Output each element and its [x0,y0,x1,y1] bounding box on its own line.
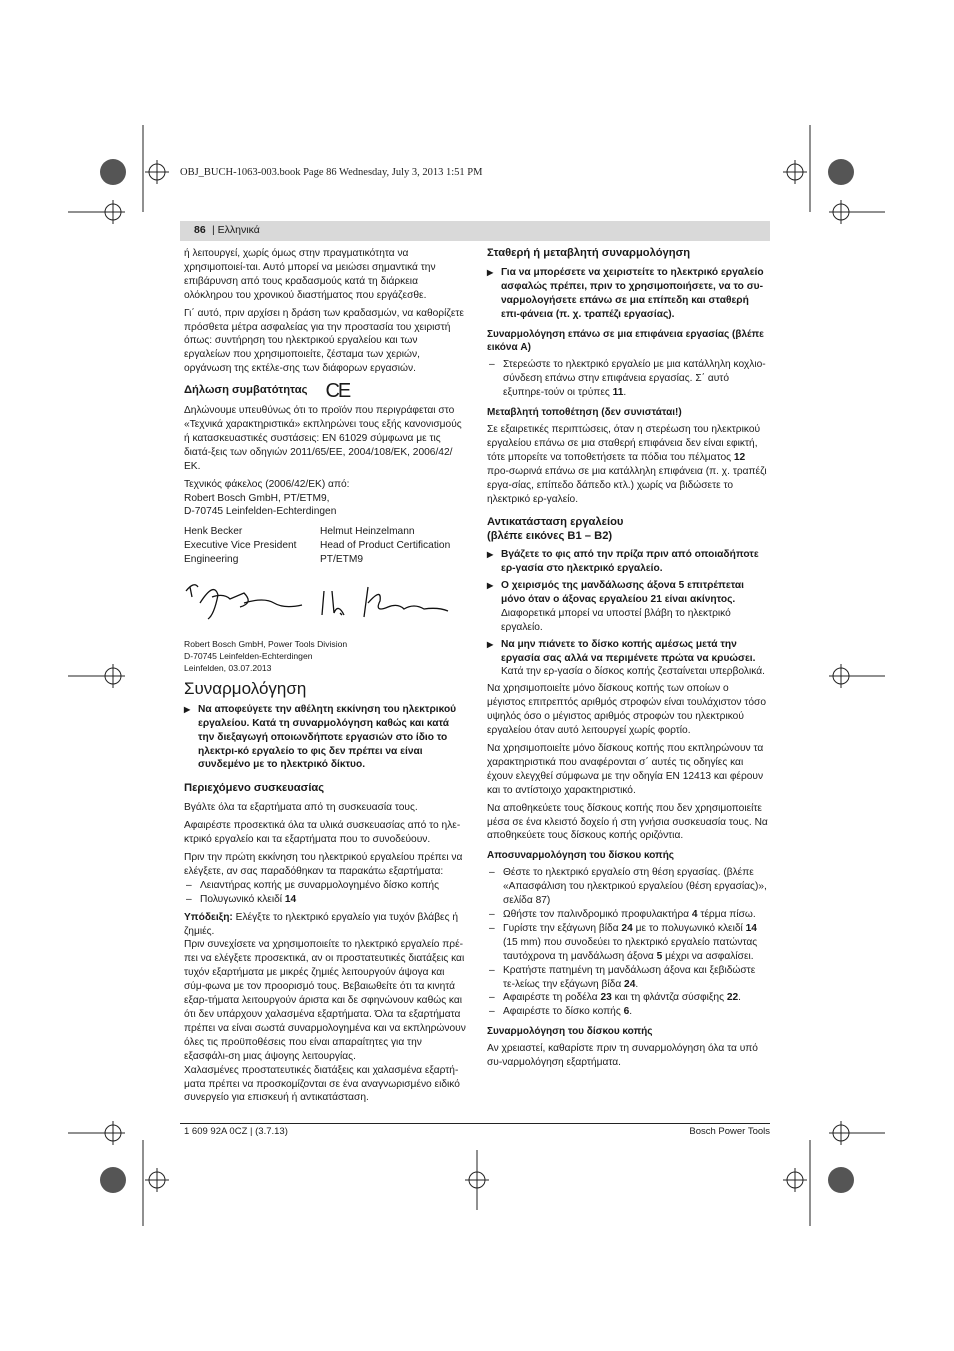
signatory-name: Helmut Heinzelmann [320,526,415,538]
contents-list [184,879,466,907]
warning-item: ▶ Ο χειρισμός της μανδάλωσης άξονα 5 επιτρέπεται μόνο όταν ο άξονας εργαλείου 21 είναι ακίνητος. Διαφορετικά μπορεί να υποστεί βλάβη το ηλεκτρικό εργαλείο. [487,580,745,633]
paragraph: Πριν συνεχίσετε να χρησιμοποιείτε το ηλεκτρικό εργαλείο πρέ-πει να ελέγξετε προσεκτικά, αν οι προστατευτικές διατάξεις και τυχόν εξαρτήματα με μικρές ζημιές λειτουργούν άψογα και σύμ-φωνα με τον προορισμό τους. Βεβαιωθείτε ότι τα κινητά εξαρ-τήματα λειτουργούν άριστα και δε σφηνώνουν καθώς και ότι δεν υπάρχουν χαλασμένα εξαρτήματα. Όλα τα εξαρτήματα πρέπει να είναι σωστά συναρμολογημένα και να εκπληρώνουν όλες τις προϋποθέσεις που είναι απαραίτητες για την εξασφάλι-ση μιας άψογης λειτουργίας. [184,939,466,1062]
address-line: D-70745 Leinfelden-Echterdingen [184,506,337,518]
paragraph: Βγάλτε όλα τα εξαρτήματα από τη συσκευασία τους. [184,802,418,814]
ce-mark: CE [325,380,350,403]
warning-item: ▶ Βγάζετε το φις από την πρίζα πριν από οποιαδήποτε ερ-γασία στο ηλεκτρικό εργαλείο. [487,549,759,575]
signature-date: Leinfelden, 03.07.2013 [184,662,272,673]
list-item: – Κρατήστε πατημένη τη μανδάλωση άξονα και ξεβιδώστε τε-λείως την εξάγωνη βίδα 24. [489,964,756,990]
triangle-right-icon: ▶ [184,704,191,714]
warning-item: ▶ Να αποφεύγετε την αθέλητη εκκίνηση του ηλεκτρικού εργαλείου. Κατά τη συναρμολόγηση καθώς και κατά την διεξαγωγή οποιωνδήποτε εργασιών στο ίδιο το ηλεκτρι-κό εργαλείο το φις δεν πρέπει να είναι συνδεμένο με το ηλεκτρικό δίκτυο. [184,703,457,771]
fixed-heading: Σταθερή ή μεταβλητή συναρμολόγηση [487,247,691,259]
removal-list [487,866,769,1019]
print-slug: OBJ_BUCH-1063-003.book Page 86 Wednesday, July 3, 2013 1:51 PM [180,167,483,178]
footer-doc-number: 1 609 92A 0CZ | (3.7.13) [184,1126,288,1137]
note: Υπόδειξη: Ελέγξτε το ηλεκτρικό εργαλείο για τυχόν βλάβες ή ζημιές. [184,911,459,937]
replace-heading: Αντικατάσταση εργαλείου (βλέπε εικόνες B1 – B2) [487,516,624,543]
paragraph: Αφαιρέστε προσεκτικά όλα τα υλικά συσκευασίας από το ηλε-κτρικό εργαλείο και τα εξαρτήματα που το συνοδεύουν. [184,820,461,846]
signatory-title: Executive Vice President [184,540,297,552]
list-item: – Αφαιρέστε το δίσκο κοπής 6. [489,1006,633,1018]
list-item: – Αφαιρέστε τη ροδέλα 23 και τη φλάντζα σύσφιξης 22. [489,992,741,1004]
variable-heading: Μεταβλητή τοποθέτηση (δεν συνιστάται!) [487,407,682,419]
list-item: – Ωθήστε τον παλινδρομικό προφυλακτήρα 4 τέρμα πίσω. [489,908,756,920]
left-column [184,247,466,1109]
address-line: Robert Bosch GmbH, PT/ETM9, [184,492,330,504]
paragraph: Πριν την πρώτη εκκίνηση του ηλεκτρικού εργαλείου πρέπει να ελέγξετε, αν σας παραδόθηκαν τα παρακάτω εξαρτήματα: [184,852,463,877]
list-item: – Στερεώστε το ηλεκτρικό εργαλείο με μια κατάλληλη κοχλιο-σύνδεση επάνω στην επιφάνεια εργασίας. Σ΄ αυτό εξυπηρε-τούν οι τρύπες 11. [489,359,766,399]
signatory-title: Head of Product Certification [320,540,451,552]
mount-heading: Συναρμολόγηση επάνω σε μια επιφάνεια εργασίας (βλέπε εικόνα A) [487,328,764,354]
signatory-name: Henk Becker [184,526,243,538]
signatories [184,525,466,567]
triangle-right-icon: ▶ [487,550,494,560]
list-item: – Πολυγωνικό κλειδί 14 [186,893,297,905]
paragraph: Να χρησιμοποιείτε μόνο δίσκους κοπής των οποίων ο μέγιστος επιτρεπτός αριθμός στροφών είναι τουλάχιστον τόσο υψηλός όσο ο μέγιστος αριθμός στροφών του ηλεκτρικού εργαλείου όταν αυτό λειτουργεί χωρίς φορτίο. [487,683,766,737]
paragraph: Τεχνικός φάκελος (2006/42/ΕΚ) από: [184,478,350,490]
contents-heading: Περιεχόμενο συσκευασίας [184,782,325,795]
paragraph: Χαλασμένες προστατευτικές διατάξεις και χαλασμένα εξαρτή-ματα πρέπει να προσκομίζονται σε ένα αναγνωρισμένο ειδικό συνεργείο για επισκευή ή αντικατάσταση. [184,1064,460,1104]
paragraph: Σε εξαιρετικές περιπτώσεις, όταν η στερέωση του ηλεκτρικού εργαλείου επάνω σε μια σταθερή επιφάνεια δεν είναι εφικτή, τότε μπορείτε να τοποθετήσετε τα πόδια του πέλματος 12 προ-σωρινά επάνω σε μια κατάλληλη επιφάνεια (π. χ. τραπέζι εργα-σίας, επίπεδο δάπεδο κτλ.) χωρίς να βιδώσετε το ηλεκτρικό ερ-γαλείο. [487,423,767,505]
paragraph: Να χρησιμοποιείτε μόνο δίσκους κοπής που εκπληρώνουν τα χαρακτηριστικά που αναφέρονται σ΄ αυτές τις οδηγίες και έχουν ελεγχθεί σύμφωνα με την οδηγία EN 12413 και φέρουν και το αντίστοιχο χαρακτηριστικό. [487,743,764,796]
conformity-heading: Δήλωση συμβατότητας CE [184,380,350,403]
mount-list [487,358,769,400]
paragraph: Αν χρειαστεί, καθαρίστε πριν τη συναρμολόγηση όλα τα υπό συ-ναρμολόγηση εξαρτήματα. [487,1043,758,1069]
list-item: – Θέστε το ηλεκτρικό εργαλείο στη θέση εργασίας. (βλέπε «Απασφάλιση του ηλεκτρικού εργαλείου (θέση εργασίας)», σελίδα 87) [489,867,767,907]
paragraph: Να αποθηκεύετε τους δίσκους κοπής που δεν χρησιμοποιείτε μέσα σε ένα κλειστό δοχείο ή στη γνήσια συσκευασία τους. Να αποθηκεύετε τους δίσκους κοπής οριζόντια. [487,802,768,842]
footer-rule [180,1123,770,1124]
paragraph: ή λειτουργεί, χωρίς όμως στην πραγματικότητα να χρησιμοποιεί-ται. Αυτό μπορεί να μειώσει σημαντικά την επιβάρυνση από τους κραδασμούς κατά τη διάρκεια ολόκληρου του χρονικού διαστήματος που εργάζεσθε. [184,248,436,301]
warning-item: ▶ Για να μπορέσετε να χειριστείτε το ηλεκτρικό εργαλείο ασφαλώς πρέπει, πριν το χρησιμοποιήσετε, να το συ-ναρμολογήσετε επάνω σε μια επίπεδη και σταθερή επι-φάνεια (π. χ. τραπέζι εργασίας). [487,266,764,320]
triangle-right-icon: ▶ [487,581,494,591]
footer-brand: Bosch Power Tools [689,1126,770,1137]
signatory-title: PT/ETM9 [320,554,364,566]
signature-place: D-70745 Leinfelden-Echterdingen [184,650,313,661]
page-header [180,221,770,241]
list-item: – Γυρίστε την εξάγωνη βίδα 24 με το πολυγωνικό κλειδί 14 (15 mm) που συνοδεύει το ηλεκτρικό εργαλείο πατώντας ταυτόχρονα τη μανδάλωση άξονα 5 μέχρι να ασφαλίσει. [489,922,758,962]
triangle-right-icon: ▶ [487,267,494,277]
triangle-right-icon: ▶ [487,639,494,649]
list-item: – Λειαντήρας κοπής με συναρμολογημένο δίσκο κοπής [186,879,440,891]
page-number: 86 [194,224,206,236]
warning-item: ▶ Να μην πιάνετε το δίσκο κοπής αμέσως μετά την εργασία σας αλλά να περιμένετε πρώτα να κρυώσει. Κατά την ερ-γασία ο δίσκος κοπής ζεσταίνεται υπερβολικά. [487,638,765,678]
paragraph: Δηλώνουμε υπευθύνως ότι το προϊόν που περιγράφεται στο «Τεχνικά χαρακτηριστικά» εκπληρώνει τους εξής κανονισμούς ή κατασκευαστικές συστάσεις: EN 61029 σύμφωνα με τις διατά-ξεις των οδηγιών 2011/65/ΕΕ, 2004/108/ΕΚ, 2006/42/ΕΚ. [184,405,462,472]
section-title: Συναρμολόγηση [184,678,307,698]
signature-place: Robert Bosch GmbH, Power Tools Division [184,638,348,649]
language-label: | Ελληνικά [212,224,260,236]
removal-heading: Αποσυναρμολόγηση του δίσκου κοπής [487,850,675,862]
signatory-title: Engineering [184,554,239,566]
install-heading: Συναρμολόγηση του δίσκου κοπής [487,1026,653,1038]
right-column [487,247,769,1074]
handwritten-signatures [184,573,454,629]
paragraph: Γι΄ αυτό, πριν αρχίσει η δράση των κραδασμών, να καθορίζετε πρόσθετα μέτρα ασφαλείας για την προστασία του χειριστή όπως: συντήρηση του ηλεκτρικού εργαλείου και των εργαλείων που χρησιμοποιείτε, ζέσταμα των χεριών, οργάνωση της εκτέλε-σης των διάφορων εργασιών. [184,307,464,375]
